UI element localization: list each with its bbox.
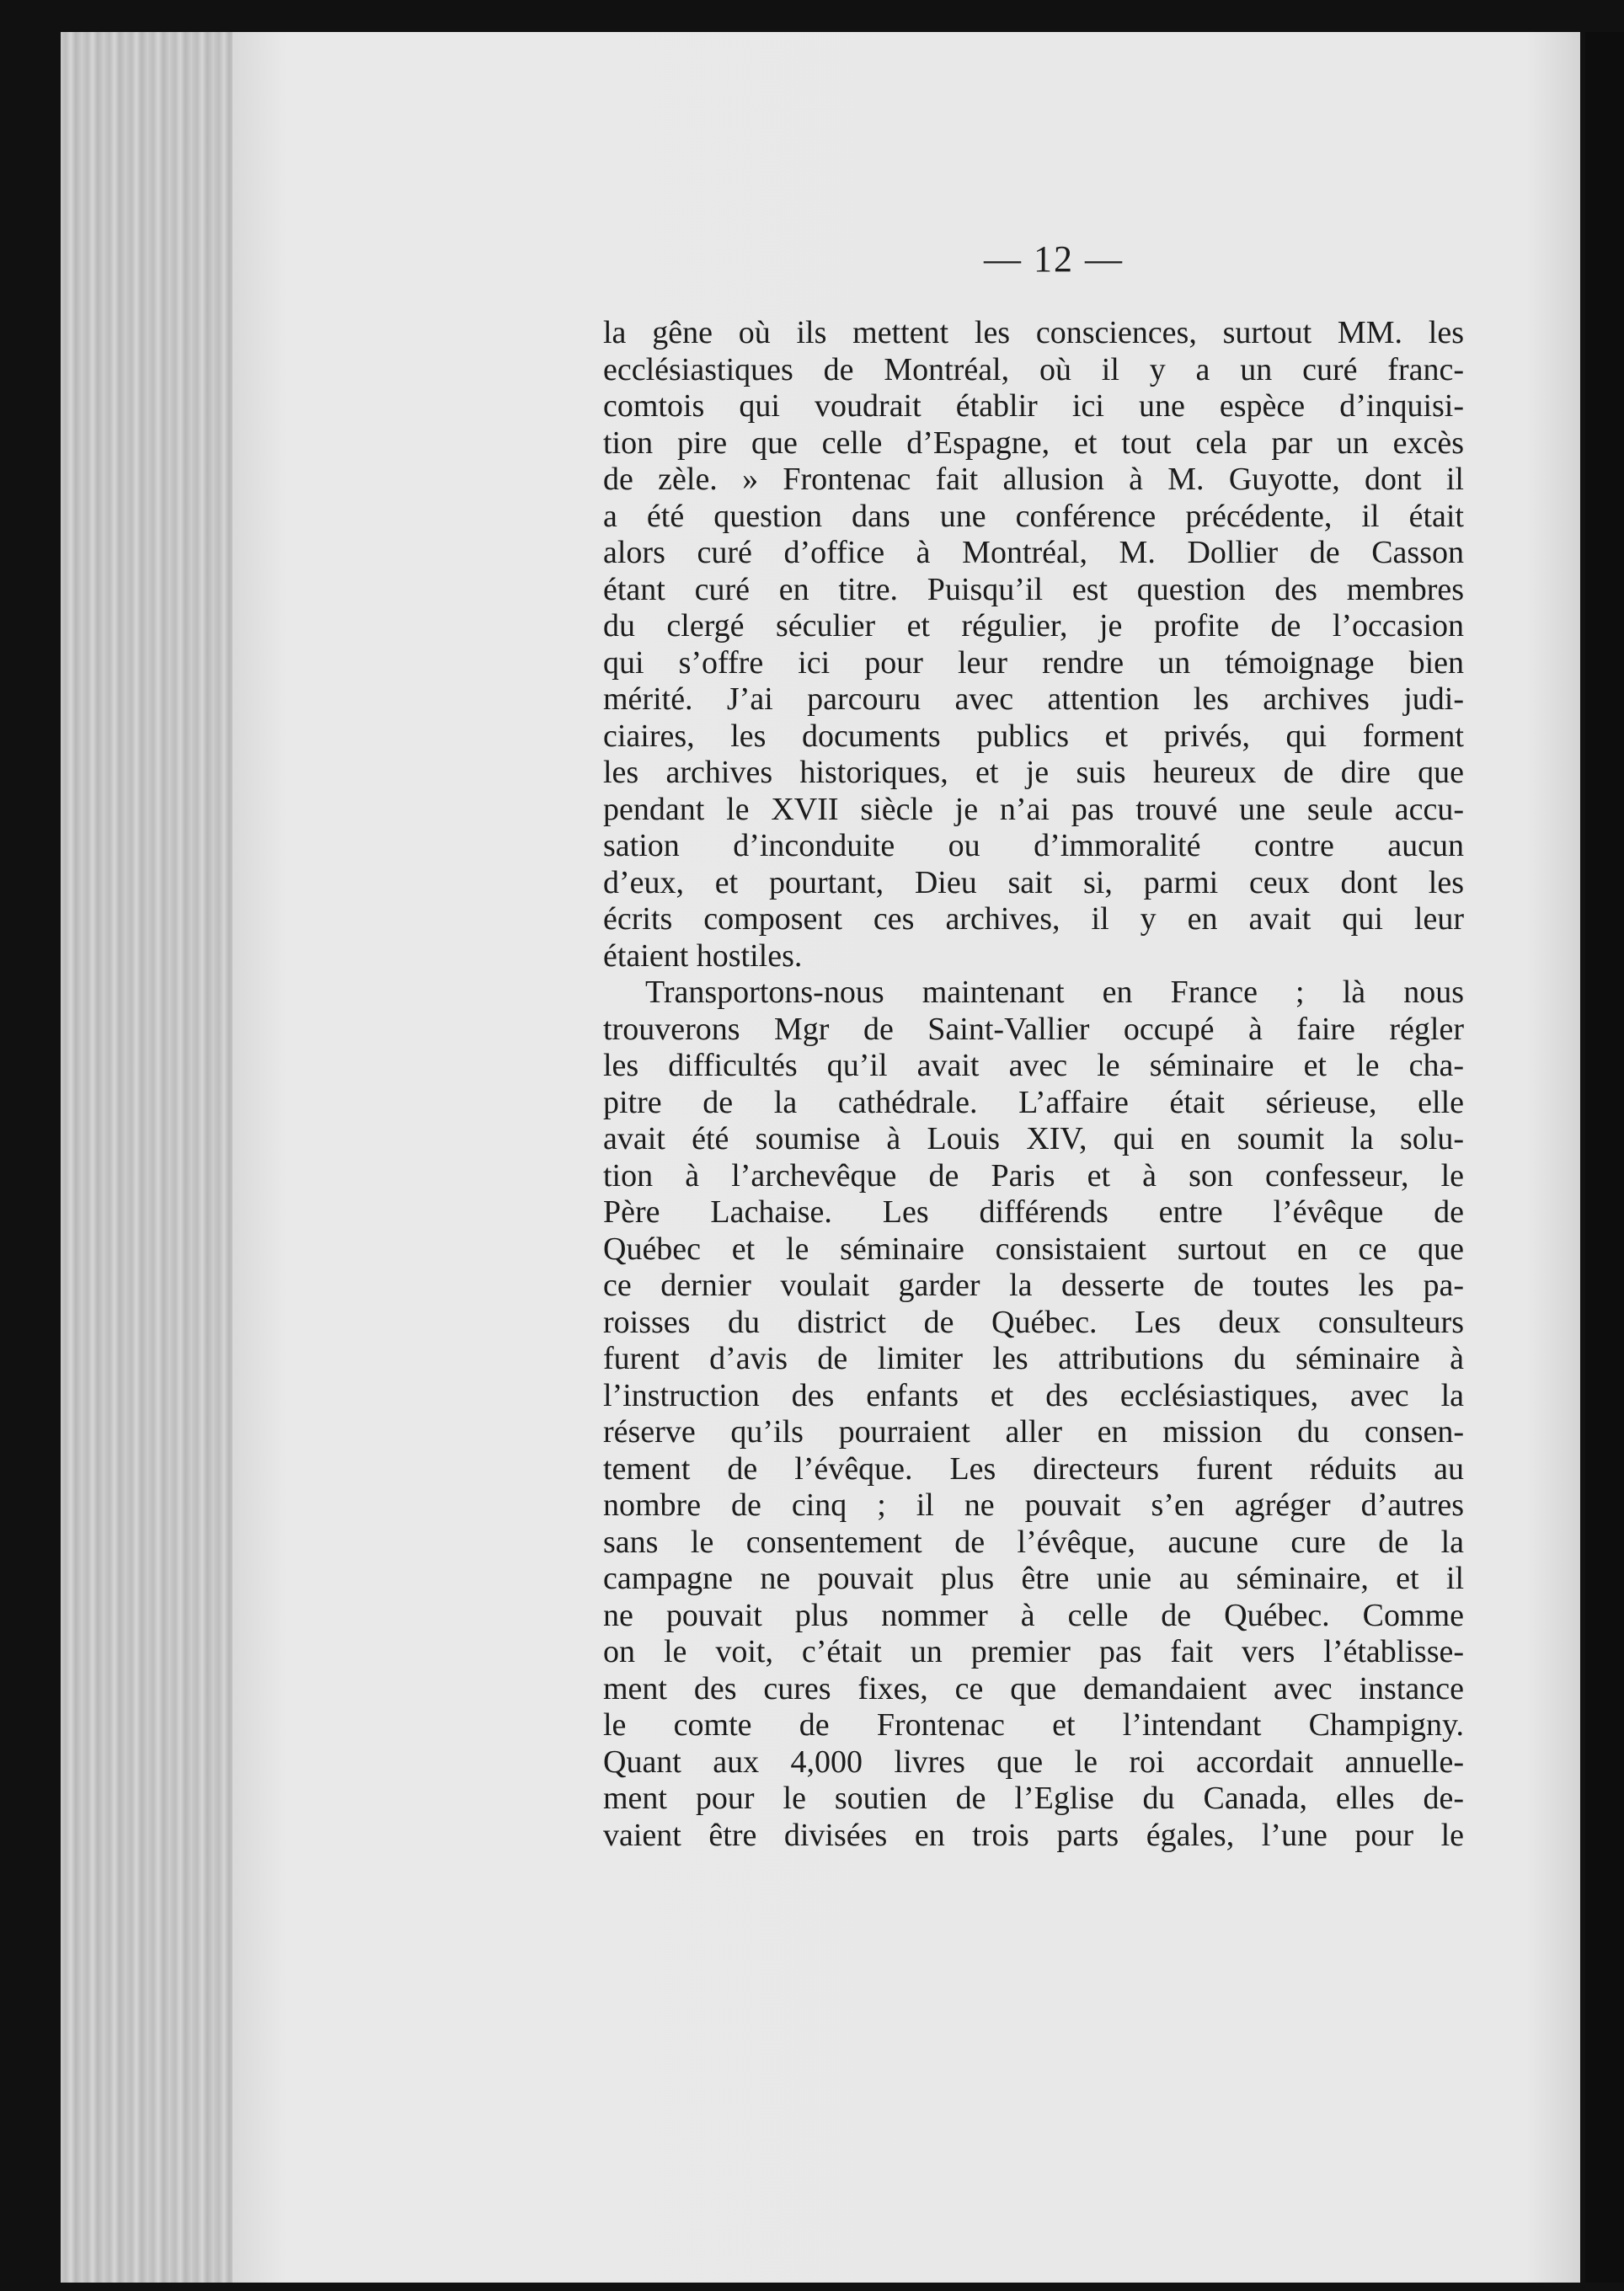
- text-line: a été question dans une conférence précédente, il était: [603, 498, 1464, 534]
- text-line: la gêne où ils mettent les consciences, surtout MM. les: [603, 315, 1464, 350]
- text-line: ment des cures fixes, ce que demandaient avec instance: [603, 1670, 1464, 1706]
- text-line: comtois qui voudrait établir ici une espèce d’inquisi-: [603, 388, 1464, 424]
- text-line: pitre de la cathédrale. L’affaire était sérieuse, elle: [603, 1084, 1464, 1120]
- text-line: mérité. J’ai parcouru avec attention les archives judi-: [603, 681, 1464, 717]
- text-line: d’eux, et pourtant, Dieu sait si, parmi ceux dont les: [603, 864, 1464, 900]
- text-line: Transportons-nous maintenant en France ; là nous: [645, 975, 1464, 1010]
- text-line: étant curé en titre. Puisqu’il est question des membres: [603, 571, 1464, 607]
- text-line: Québec et le séminaire consistaient surtout en ce que: [603, 1231, 1464, 1267]
- text-line: campagne ne pouvait plus être unie au séminaire, et il: [603, 1561, 1464, 1596]
- text-line: tion à l’archevêque de Paris et à son confesseur, le: [603, 1157, 1464, 1194]
- text-line: du clergé séculier et régulier, je profite de l’occasion: [603, 608, 1464, 644]
- text-line: ecclésiastiques de Montréal, où il y a un curé franc-: [603, 351, 1464, 387]
- text-line: ciaires, les documents publics et privés, qui forment: [603, 718, 1464, 754]
- text-line: vaient être divisées en trois parts égales, l’une pour le: [603, 1817, 1464, 1853]
- text-line: étaient hostiles.: [603, 937, 803, 974]
- text-line: les difficultés qu’il avait avec le séminaire et le cha-: [603, 1048, 1464, 1083]
- text-line: écrits composent ces archives, il y en avait qui leur: [603, 901, 1464, 937]
- text-line: ne pouvait plus nommer à celle de Québec. Comme: [603, 1597, 1464, 1633]
- page-number: — 12 —: [984, 238, 1124, 280]
- text-line: de zèle. » Frontenac fait allusion à M. Guyotte, dont il: [603, 462, 1464, 497]
- text-line: trouverons Mgr de Saint-Vallier occupé à faire régler: [603, 1011, 1464, 1047]
- text-line: réserve qu’ils pourraient aller en mission du consen-: [603, 1414, 1464, 1450]
- text-line: alors curé d’office à Montréal, M. Dollier de Casson: [603, 535, 1464, 570]
- text-line: Quant aux 4,000 livres que le roi accordait annuelle-: [603, 1744, 1464, 1780]
- text-line: qui s’offre ici pour leur rendre un témoignage bien: [603, 644, 1464, 681]
- text-line: les archives historiques, et je suis heureux de dire que: [603, 755, 1464, 790]
- text-line: sation d’inconduite ou d’immoralité contre aucun: [603, 828, 1464, 863]
- body-text: [603, 315, 1464, 1854]
- text-line: ment pour le soutien de l’Eglise du Canada, elles de-: [603, 1781, 1464, 1816]
- text-line: tion pire que celle d’Espagne, et tout cela par un excès: [603, 425, 1464, 461]
- text-line: furent d’avis de limiter les attributions du séminaire à: [603, 1341, 1464, 1376]
- text-line: roisses du district de Québec. Les deux consulteurs: [603, 1304, 1464, 1340]
- text-line: Père Lachaise. Les différends entre l’évêque de: [603, 1194, 1464, 1230]
- text-line: tement de l’évêque. Les directeurs furent réduits au: [603, 1450, 1464, 1487]
- text-line: le comte de Frontenac et l’intendant Champigny.: [603, 1707, 1464, 1743]
- text-line: nombre de cinq ; il ne pouvait s’en agréger d’autres: [603, 1487, 1464, 1523]
- text-line: sans le consentement de l’évêque, aucune cure de la: [603, 1524, 1464, 1560]
- text-line: ce dernier voulait garder la desserte de toutes les pa-: [603, 1268, 1464, 1303]
- text-line: avait été soumise à Louis XIV, qui en soumit la solu-: [603, 1121, 1464, 1156]
- text-line: pendant le XVII siècle je n’ai pas trouvé une seule accu-: [603, 791, 1464, 827]
- text-line: l’instruction des enfants et des ecclésiastiques, avec la: [603, 1377, 1464, 1413]
- scan-border: [1585, 32, 1624, 2283]
- book-page-edges: [61, 32, 246, 2283]
- text-line: on le voit, c’était un premier pas fait vers l’établisse-: [603, 1634, 1464, 1669]
